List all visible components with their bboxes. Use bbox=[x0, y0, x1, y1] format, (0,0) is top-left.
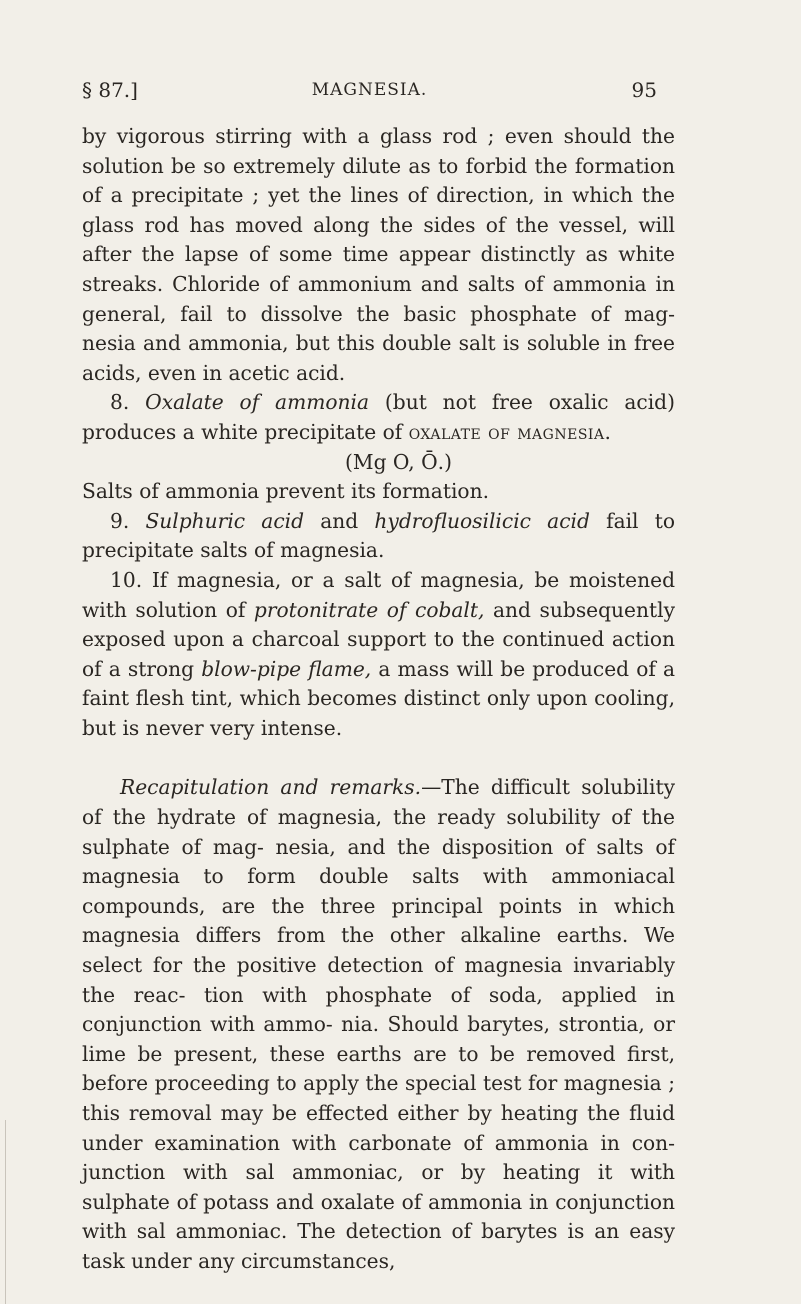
reagent-name: Oxalate of ammonia bbox=[145, 390, 370, 415]
paragraph-text: Salts of ammonia prevent its formation. bbox=[82, 479, 489, 504]
paragraph-continued: by vigorous stirring with a glass rod ; even should the solution be so extremely dilute as to forbid the formation of a precipitate ; yet the lines of direction, in which the glass rod has moved along the sides of the vessel, will after the lapse of some time appear distinctly as white streaks. Chloride of ammonium and salts of ammonia in general, fail to dissolve the basic phosphate of mag- nesia and ammonia, but this double salt is soluble in free acids, even in acetic acid. bbox=[82, 124, 675, 385]
reagent-name: blow-pipe flame, bbox=[201, 656, 372, 681]
recapitulation-paragraph bbox=[82, 773, 675, 1276]
item-number: 8. bbox=[110, 390, 146, 415]
paragraph-text: 10. If magnesia, or a salt of magnesia, be moistened with solution of bbox=[82, 567, 675, 622]
paragraph-10 bbox=[82, 566, 675, 744]
compound-name: oxalate of magnesia. bbox=[408, 419, 612, 444]
section-marker: § 87.] bbox=[82, 78, 138, 102]
page-edge-line bbox=[5, 1120, 6, 1304]
paragraph-9 bbox=[82, 507, 675, 566]
reagent-name: protonitrate of cobalt, bbox=[253, 597, 485, 622]
paragraph-text: and bbox=[304, 508, 375, 533]
section-gap bbox=[82, 743, 675, 773]
paragraph-text: fail to precipitate salts of magnesia. bbox=[82, 508, 675, 563]
page-body bbox=[82, 122, 675, 1277]
item-number: 9. bbox=[110, 508, 146, 533]
chemical-formula: (Mg O, Ō.) bbox=[345, 449, 452, 474]
section-heading: Recapitulation and remarks. bbox=[120, 775, 422, 800]
paragraph-text: a mass will be produced of a faint flesh tint, which becomes distinct only upon cooling, but is never very intense. bbox=[82, 656, 675, 740]
paragraph-8 bbox=[82, 388, 675, 447]
reagent-name: Sulphuric acid bbox=[145, 508, 305, 533]
paragraph-text: and subsequently exposed upon a charcoal support to the continued action of a strong bbox=[82, 597, 675, 681]
paragraph-text: (but not free oxalic acid) produces a white precipitate of bbox=[82, 390, 675, 444]
running-title: MAGNESIA. bbox=[311, 80, 428, 100]
running-header bbox=[82, 78, 657, 108]
page-number: 95 bbox=[631, 78, 657, 102]
paragraph-text: —The difficult solubility of the hydrate of magnesia, the ready solubility of the sulphate of mag- nesia, and the disposition of salts of magnesia to form double salts with ammoniacal compounds, are the three principal points in which magnesia differs from the other alkaline earths. We select for the positive detection of magnesia invariably the reac- tion with phosphate of soda, applied in conjunction with ammo- nia. Should barytes, strontia, or lime be present, these earths are to be removed first, before proceeding to apply the special test for magnesia ; this removal may be effected either by heating the fluid under examination with carbonate of ammonia in con- junction with sal ammoniac, or by heating it with sulphate of potass and oxalate of ammonia in conjunction with sal ammoniac. The detection of barytes is an easy task under any circumstances, bbox=[82, 775, 675, 1273]
reagent-name: hydrofluosilicic acid bbox=[374, 508, 590, 533]
